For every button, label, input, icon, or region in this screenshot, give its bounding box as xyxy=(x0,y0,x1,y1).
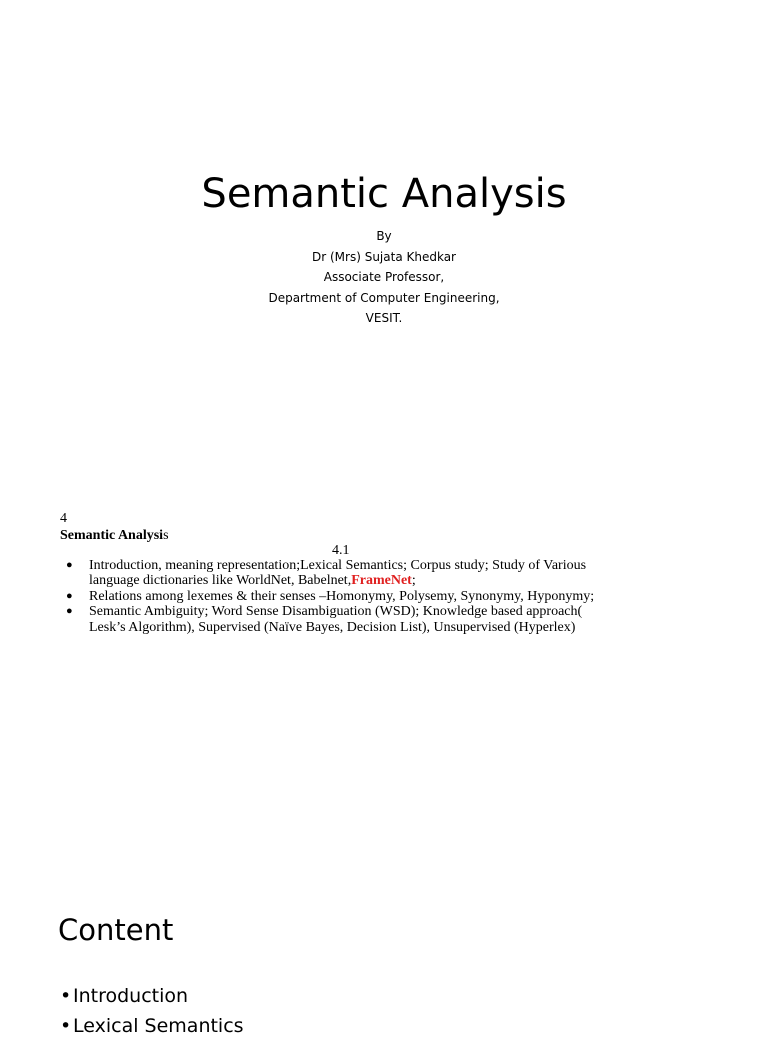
topic-text: Introduction, meaning representation;Lexical Semantics; Corpus study; Study of Various language dictionaries like WorldNet, Babelnet, xyxy=(89,558,587,589)
module-title-last: s xyxy=(163,528,169,543)
module-number: 4 xyxy=(60,511,67,526)
topic-text: Semantic Ambiguity; Word Sense Disambiguation (WSD); Knowledge based approach( Lesk’s Algorithm), Supervised (Naïve Bayes, Decision List), Unsupervised (Hyperlex) xyxy=(89,604,583,635)
topic-item xyxy=(60,604,600,635)
bullet-icon: • xyxy=(60,985,72,1007)
author-department: Department of Computer Engineering, xyxy=(268,290,500,305)
byline xyxy=(0,226,768,329)
author-position: Associate Professor, xyxy=(323,270,445,284)
topic-item xyxy=(60,589,600,604)
author-name: Dr (Mrs) Sujata Khedkar xyxy=(312,249,456,264)
topic-text-after: ; xyxy=(411,573,416,589)
bullet-icon: • xyxy=(60,1015,72,1037)
module-title-main: Semantic Analysi xyxy=(60,528,164,543)
content-item xyxy=(60,1012,244,1042)
content-list xyxy=(60,982,244,1042)
content-item-label: Introduction xyxy=(73,985,189,1007)
byline-by: By xyxy=(376,229,392,243)
topic-list xyxy=(60,558,600,635)
slide-title: Semantic Analysis xyxy=(201,171,567,217)
module-title xyxy=(60,527,169,544)
content-heading: Content xyxy=(58,913,174,947)
bullet-icon: ● xyxy=(66,559,73,571)
bullet-icon: ● xyxy=(66,589,73,602)
content-item xyxy=(60,982,244,1012)
bullet-icon: ● xyxy=(66,605,73,618)
topic-text: Relations among lexemes & their senses –Homonymy, Polysemy, Synonymy, Hyponymy; xyxy=(89,588,595,604)
author-institute: VESIT. xyxy=(365,311,403,325)
section-number: 4.1 xyxy=(332,543,350,558)
topic-highlight: FrameNet xyxy=(351,573,412,589)
content-item-label: Lexical Semantics xyxy=(73,1015,244,1037)
topic-item xyxy=(60,558,600,589)
